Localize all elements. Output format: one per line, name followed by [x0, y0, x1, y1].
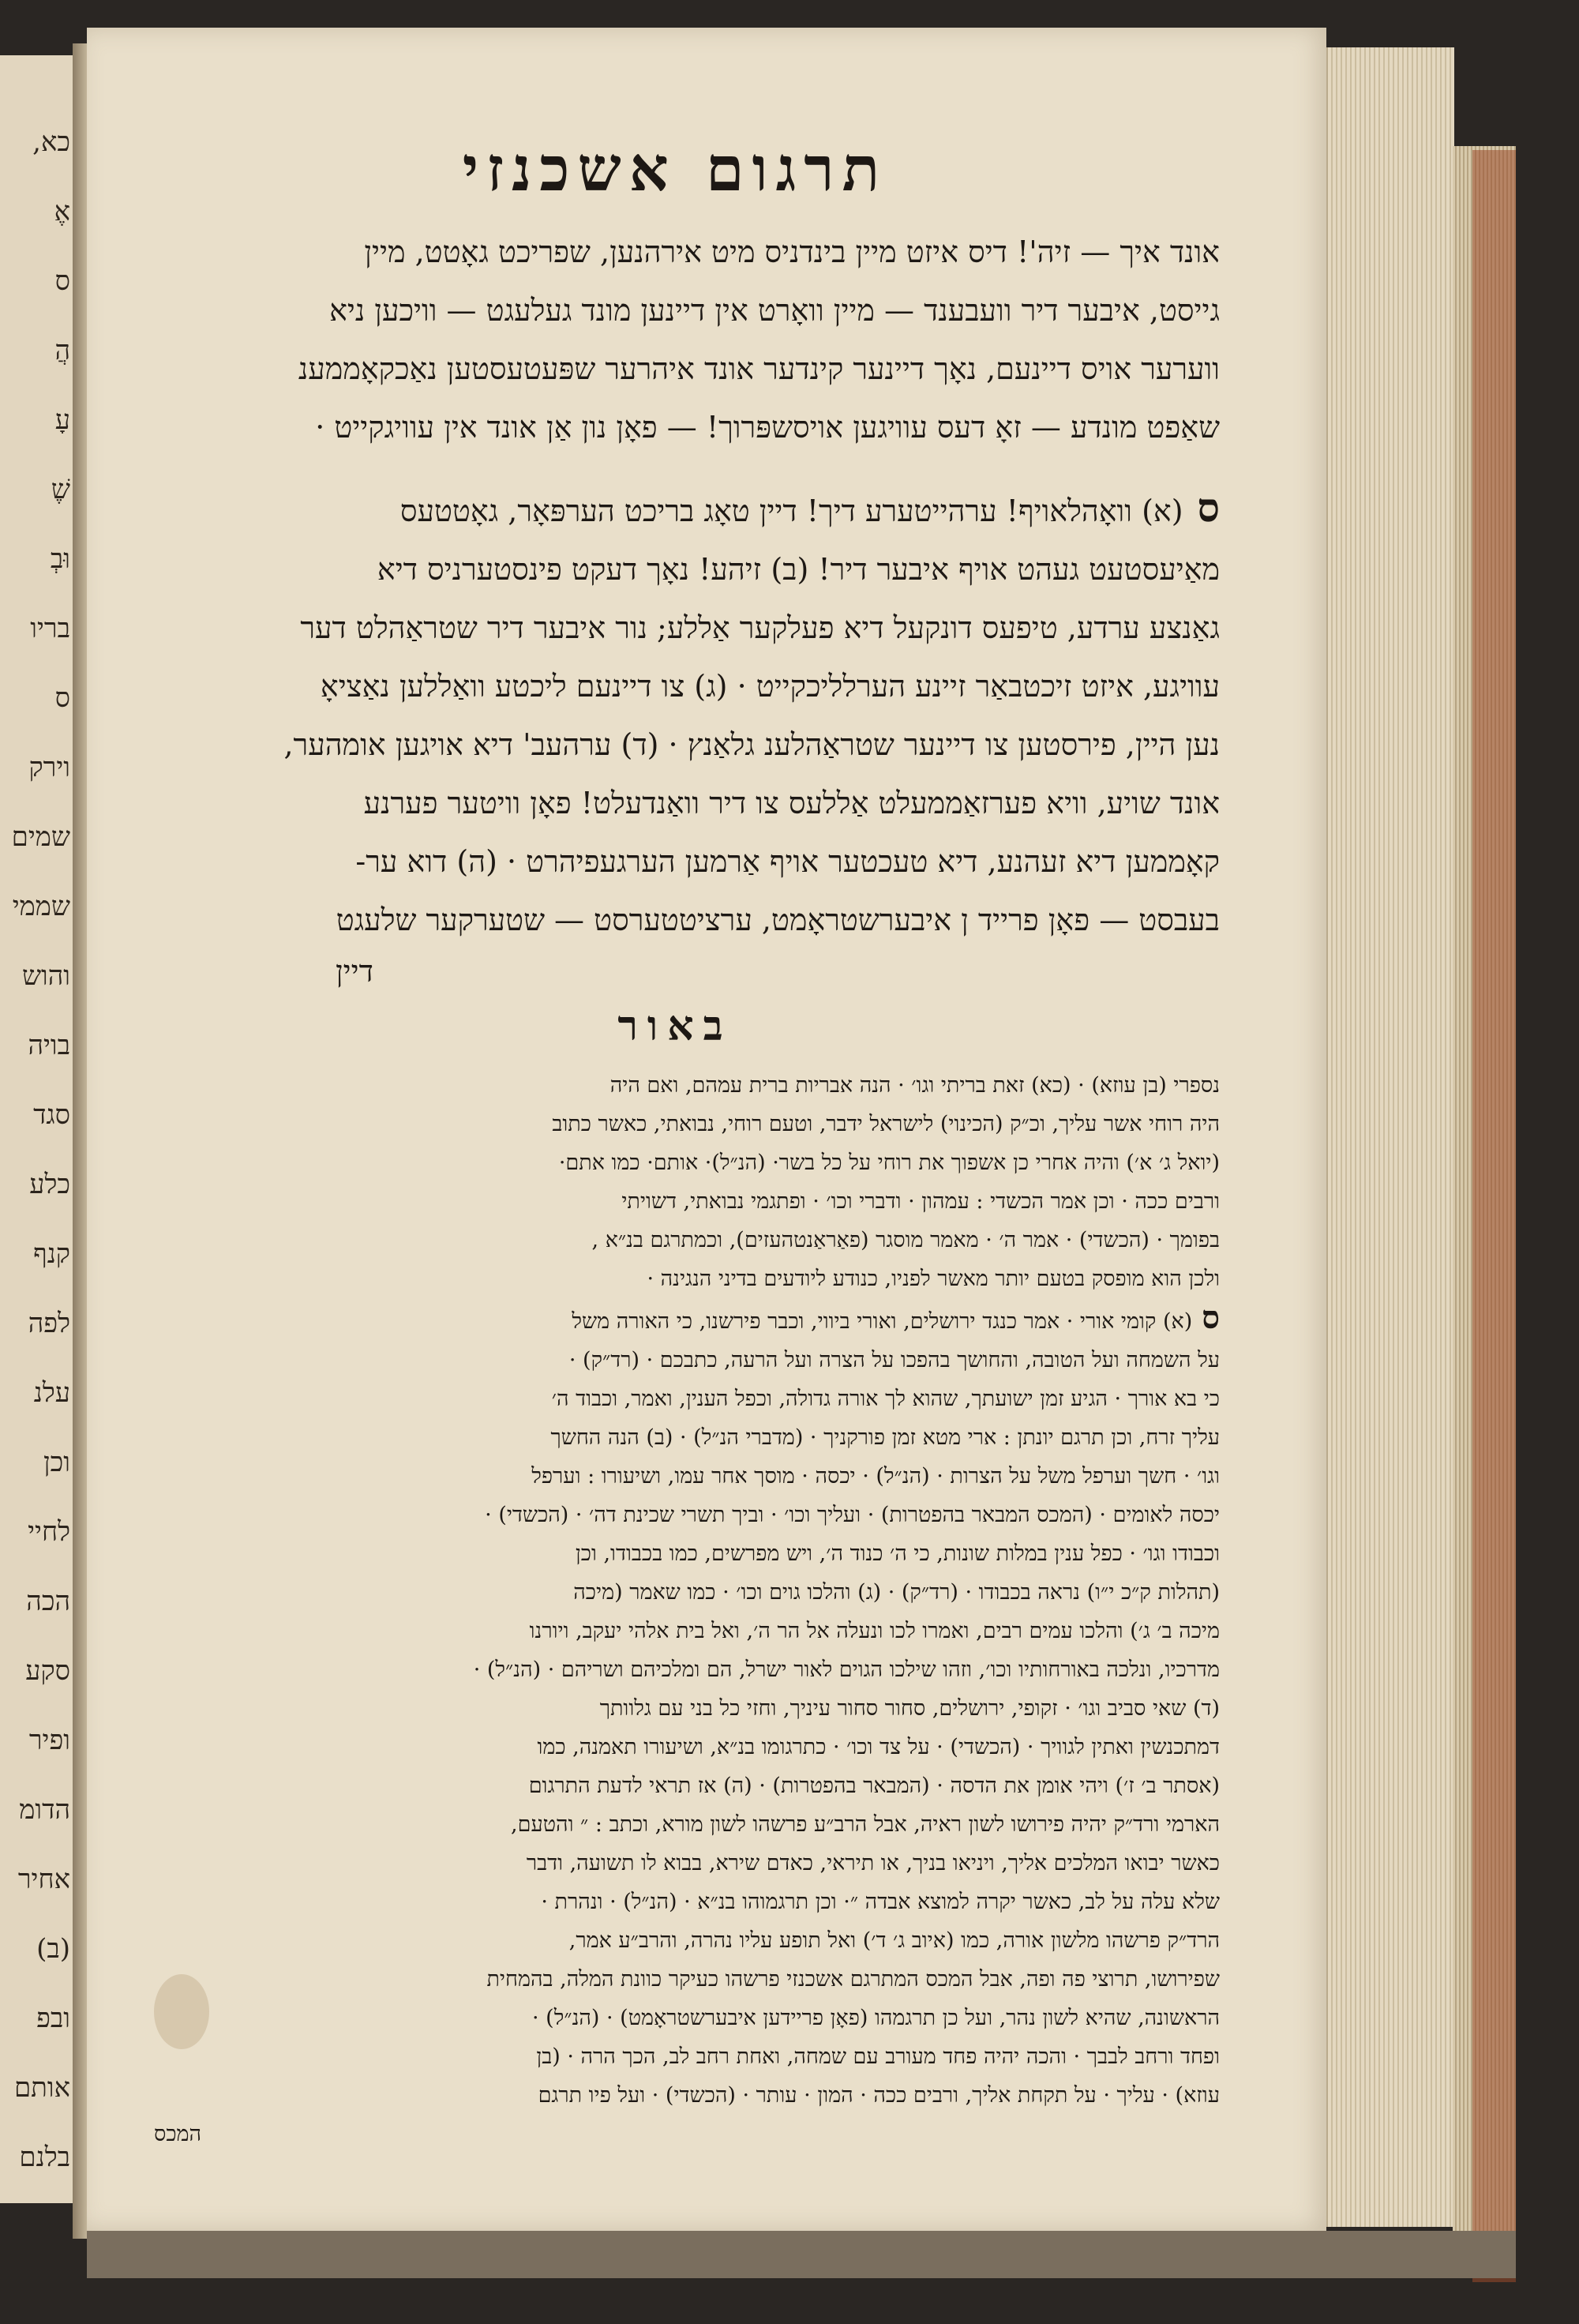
commentary-chapter-text: הרד״ק פרשהו מלשון אורה, כמו (איוב ג׳ ד׳) ואל תופע עליו נהרה, והרב״ע אמר,: [568, 1928, 1220, 1953]
commentary-chapter-line: [130, 1341, 1220, 1380]
commentary-chapter-text: הראשונה, שהיא לשון נהר, ועל כן תרגמהו (פאָן פריידען איבערשטראָמט) · (הנ״ל) ·: [532, 2006, 1220, 2030]
commentary-chapter-line: [130, 1766, 1220, 1805]
translation-chapter-line: [130, 715, 1220, 774]
left-page-text-fragment: ופיר: [28, 1725, 70, 1756]
commentary-text: ורבים ככה · וכן אמר הכשדי : עמהון · ודברי וכו׳ · ופתגמי נבואתי, דשויתי: [621, 1189, 1220, 1214]
translation-verse-block: [130, 223, 1220, 456]
commentary-chapter-line: [130, 1418, 1220, 1457]
commentary-chapter-text: ופחד ורחב לבבך · והכה יהיה פחד מעורב עם שמחה, ואחת רחב לב, הכך הרה · (בן: [536, 2044, 1220, 2069]
translation-chapter-line: [130, 479, 1220, 540]
commentary-chapter-text: הארמי ורד״ק יהיה פירושו לשון ראיה, אבל הרב״ע פרשהו לשון מורא, וכתב : ״ והטעם,: [511, 1812, 1220, 1837]
book-bottom-edge: [87, 2231, 1516, 2278]
left-page-text-fragment: שממי: [12, 891, 70, 922]
commentary-chapter-line: [130, 1960, 1220, 1999]
translation-chapter-text: נען היין, פירסטען צו דיינער שטראַהלענ גלאַנץ · (ד) ערהעב' דיא אויגען אומהער,: [283, 727, 1220, 762]
left-page-text-fragment: (ב): [36, 1933, 70, 1965]
left-page-text-fragment: ס: [54, 265, 70, 297]
translation-chapter-line: [130, 657, 1220, 715]
page-title: תרגום אשכנזי: [462, 133, 888, 205]
commentary-chapter-line: [130, 1457, 1220, 1496]
commentary-chapter-line: [130, 1612, 1220, 1650]
commentary-chapter-text: (ד) שאי סביב וגו׳ · זקופי, ירושלים, סחור סחור עיניך, וחזי כל בני עם גלוותך: [599, 1696, 1220, 1721]
translation-chapter-section-mark: ס: [1197, 484, 1220, 531]
translation-verse-text: ווערער אויס דיינעם, נאָך דיינער קינדער אונד איהרער שפּעטעסטען נאַכקאָממענ: [298, 351, 1220, 386]
left-page-text-fragment: אותם: [13, 2072, 70, 2104]
commentary-chapter-line: [130, 1883, 1220, 1921]
left-page-text-fragment: הדומ: [19, 1794, 70, 1826]
left-page-text-fragment: סקע: [25, 1655, 70, 1687]
left-page-text-fragment: עלנ: [33, 1377, 70, 1409]
left-page-text-fragment: עָ: [54, 404, 70, 436]
commentary-title: באור: [617, 1002, 733, 1050]
translation-chapter-line: [130, 774, 1220, 832]
translation-chapter-text: מאַיעסטעט געהט אויף איבער דיר! (ב) זיהע! נאָך דעקט פינסטערניס דיא: [377, 552, 1220, 587]
left-page-fragment: [0, 55, 77, 2203]
commentary-chapter-line: [130, 1999, 1220, 2037]
translation-chapter-line: [130, 540, 1220, 599]
commentary-line: [130, 1182, 1220, 1221]
page-edges: [1326, 47, 1454, 2227]
left-page-text-fragment: ובפ: [36, 2003, 70, 2034]
commentary-block: [130, 1066, 1220, 1298]
commentary-chapter-text: (א) קומי אורי · אמר כנגד ירושלים, ואורי ביווי, וכבר פירשנו, כי האורה משל: [572, 1309, 1193, 1334]
commentary-text: היה רוחי אשר עליך, וכ״ק (הכינוי) לישראל ידבר, וטעם רוחי, נבואתי, כאשר כתוב: [552, 1112, 1220, 1136]
commentary-chapter-section-mark: ס: [1202, 1299, 1220, 1336]
translation-verse-line: [130, 398, 1220, 456]
translation-chapter-text: אונד שויע, וויא פערזאַממעלט אַללעס צו דיר וואַנדעלט! פאָן וויטער פערנע: [363, 786, 1220, 820]
translation-chapter-text: קאָממען דיא זעהנע, דיא טעכטער אויף אַרמען הערגעפיהרט · (ה) דוא ער-: [355, 844, 1220, 879]
left-page-text-fragment: סגד: [33, 1099, 70, 1131]
commentary-text: ולכן הוא מופסק בטעם יותר מאשר לפניו, כנודע ליודעים בדיני הנגינה ·: [647, 1267, 1220, 1291]
translation-chapter-line: [130, 891, 1220, 949]
commentary-line: [130, 1143, 1220, 1182]
translation-verse-line: [130, 281, 1220, 340]
translation-chapter-line: [130, 599, 1220, 657]
commentary-chapter-line: [130, 2076, 1220, 2115]
left-page-text-fragment: ס: [54, 682, 70, 714]
commentary-chapter-text: מדרכיו, ונלכה באורחותיו וכו׳, וזהו שילכו הגוים לאור ישרל, הם ומלכיהם ושריהם · (הנ״ל) ·: [473, 1658, 1220, 1682]
left-page-text-fragment: בריו: [30, 613, 70, 644]
translation-verse-text: אונד איך — זיה'! דיס איזט מיין בינדניס מיט אירהנען, שפריכט גאָטט, מיין: [364, 235, 1220, 269]
commentary-chapter-text: דמתכנשין ואתין לגוויך · (הכשדי) · על צד וכו׳ · כתרגומו בנ״א, ושיעורו תאמנה, כמו: [537, 1735, 1220, 1759]
commentary-chapter-line: [130, 1728, 1220, 1766]
commentary-chapter-line: [130, 1650, 1220, 1689]
left-page-text-fragment: הכה: [26, 1586, 70, 1617]
translation-chapter-text: עוויגע, איזט זיכטבאַר זיינע הערלליכקייט · (ג) צו דיינעם ליכטע וואַללען נאַציאָ: [320, 669, 1220, 704]
commentary-chapter-line: [130, 2037, 1220, 2076]
translation-chapter-block: [130, 479, 1220, 949]
commentary-chapter-text: מיכה ב׳ ג׳) והלכו עמים רבים, ואמרו לכו ונעלה אל הר ה׳, ואל בית אלהי יעקב, ויורנו: [529, 1619, 1220, 1643]
commentary-text: בפומך · (הכשדי) · אמר ה׳ · מאמר מוסגר (פאַראַנטהעזים), וכמתרגם בנ״א ,: [591, 1228, 1220, 1252]
translation-verse-line: [130, 223, 1220, 281]
left-page-text-fragment: אחיר: [17, 1864, 70, 1895]
left-page-text-fragment: וכן: [43, 1447, 70, 1478]
commentary-chapter-text: שפירושו, תרוצי פה ופה, אבל המכס המתרגם אשכנזי פרשהו כעיקר כוונת המלה, בהמחית: [486, 1967, 1220, 1992]
commentary-text: (יואל ג׳ א׳) והיה אחרי כן אשפוך את רוחי על כל בשר· (הנ״ל)· אותם· כמו אתם·: [558, 1151, 1220, 1175]
commentary-chapter-text: עוזא) · עליך · על תקחת אליך, ורבים ככה · המון · עותר · (הכשדי) · ועל פיו תרגם: [538, 2083, 1220, 2108]
translation-chapter-line: [130, 832, 1220, 891]
left-page-text-fragment: בלנם: [19, 2142, 70, 2173]
left-page-text-fragment: קנף: [33, 1238, 70, 1270]
commentary-chapter-line: [130, 1496, 1220, 1534]
commentary-chapter-text: וכבודו וגו׳ · כפל ענין במלות שונות, כי ה׳ כנוד ה׳, ויש מפרשים, כמו בכבודו, וכן: [575, 1541, 1220, 1566]
commentary-chapter-text: עליך זרח, וכן תרגם יונתן : ארי מטא זמן פורקניך · (מדברי הנ״ל) · (ב) הנה החשך: [550, 1425, 1220, 1450]
commentary-chapter-text: וגו׳ · חשך וערפל משל על הצרות · (הנ״ל) · יכסה · מוסך אחר עמו, ושיעורו : וערפל: [531, 1464, 1220, 1489]
commentary-chapter-line: [130, 1534, 1220, 1573]
left-page-text-fragment: כלע: [29, 1169, 70, 1200]
translation-verse-text: שאַפט מונדע — זאָ דעס עוויגען אויסשפּרוך! — פאָן נון אַן אונד אין עוויגקייט ·: [315, 410, 1220, 445]
left-page-text-fragment: לפה: [28, 1308, 70, 1339]
translation-chapter-text: (א) וואָהלאויף! ערהייטערע דיך! דיין טאָג בריכט הערפּאָר, גאָטטעס: [399, 494, 1183, 528]
commentary-chapter-text: (אסתר ב׳ ז׳) ויהי אומן את הדסה · (המבאר בהפטרות) · (ה) אז תראי לדעת התרגום: [528, 1774, 1220, 1798]
commentary-chapter-text: כאשר יבואו המלכים אליך, ויניאו בניך, או תיראי, כאדם שירא, בבוא לו תשועה, ודבר: [526, 1851, 1220, 1875]
commentary-chapter-line: [130, 1298, 1220, 1341]
commentary-chapter-block: [130, 1298, 1220, 2115]
translation-chapter-text: גאַנצע ערדע, טיפעס דונקעל דיא פעלקער אַללע; נור איבער דיר שטראַהלט דער: [300, 610, 1220, 645]
commentary-chapter-line: [130, 1844, 1220, 1883]
commentary-chapter-line: [130, 1573, 1220, 1612]
commentary-chapter-text: שלא עלה על לב, כאשר יקרה למוצא אבדה ״· וכן תרגמוהו בנ״א · (הנ״ל) · ונהרת ·: [541, 1890, 1220, 1914]
left-page-text-fragment: וּבְ: [50, 543, 70, 575]
commentary-line: [130, 1066, 1220, 1105]
commentary-chapter-line: [130, 1380, 1220, 1418]
commentary-chapter-text: (תהלות ק״כ י״ו) נראה בכבודו · (רד״ק) · (ג) והלכו גוים וכו׳ · כמו שאמר (מיכה: [573, 1580, 1220, 1605]
commentary-line: [130, 1260, 1220, 1298]
commentary-chapter-text: כי בא אורך · הגיע זמן ישועתך, שהוא לך אורה גדולה, וכפל הענין, ואמר, וכבוד ה׳: [551, 1387, 1220, 1411]
commentary-text: נספרי (בן עוזא) · (כא) זאת בריתי וגו׳ · הנה אבריות ברית עמהם, ואם היה: [609, 1073, 1220, 1098]
translation-verse-line: [130, 340, 1220, 398]
commentary-line: [130, 1221, 1220, 1260]
commentary-line: [130, 1105, 1220, 1143]
commentary-chapter-text: יכסה לאומים · (המכס המבאר בהפטרות) · ועליך וכו׳ · וביך תשרי שכינת דה׳ · (הכשדי) ·: [485, 1503, 1220, 1527]
left-page-text-fragment: שמים: [11, 821, 70, 853]
commentary-chapter-line: [130, 1805, 1220, 1844]
left-page-text-fragment: כא,: [32, 126, 70, 158]
left-page-text-fragment: בויה: [28, 1030, 70, 1061]
left-page-text-fragment: והוש: [21, 960, 70, 992]
left-page-text-fragment: וירק: [28, 752, 70, 783]
commentary-chapter-line: [130, 1921, 1220, 1960]
commentary-chapter-line: [130, 1689, 1220, 1728]
left-page-text-fragment: אֶ: [54, 196, 70, 227]
commentary-chapter-text: על השמחה ועל הטובה, והחושך בהפכו על הצרה ועל הרעה, כתבכם · (רד״ק) ·: [568, 1348, 1220, 1372]
left-page-text-fragment: הֲ: [54, 335, 70, 366]
left-page-text-fragment: לחיי: [28, 1516, 70, 1548]
translation-verse-text: גייסט, איבער דיר וועבענד — מיין וואָרט אין דיינען מונד געלעגט — וויכען ניא: [329, 293, 1220, 328]
page-content: [130, 134, 1220, 2153]
left-page-text-fragment: שֶׁ: [51, 474, 70, 505]
book-binding: [1472, 150, 1516, 2282]
translation-chapter-text: בעבסט — פאָן פרייד ן איבערשטראָמט, ערציטטערסט — שטערקער שלעגט: [336, 903, 1220, 937]
commentary-catchword: המכס: [154, 2122, 202, 2146]
verse-catchword: דיין: [336, 954, 373, 989]
